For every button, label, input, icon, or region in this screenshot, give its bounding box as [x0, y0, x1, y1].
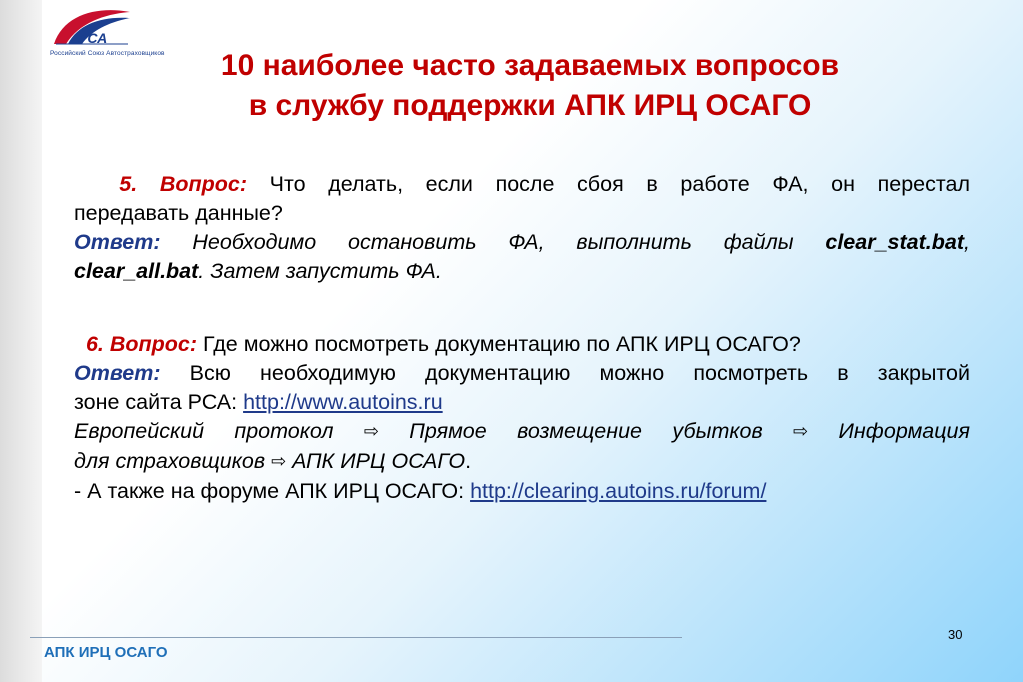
path-part-1: Европейский протокол: [74, 419, 364, 443]
answer-5-line-1: [74, 228, 970, 257]
arrow-right-icon: ⇨: [271, 451, 287, 471]
title-line-1: 10 наиболее часто задаваемых вопросов: [220, 49, 840, 82]
question-5-text-1: Что делать, если после сбоя в работе ФА, он перестал: [247, 172, 970, 196]
path-part-2: Прямое возмещение убытков: [378, 419, 794, 443]
path-line-2: [74, 447, 970, 477]
answer-5-comma: ,: [964, 230, 970, 254]
forum-line: [74, 477, 970, 506]
path-line-1: [74, 417, 970, 447]
answer-6-line-2: [74, 388, 970, 417]
question-6-text: Где можно посмотреть документацию по АПК ИРЦ ОСАГО?: [197, 332, 801, 356]
left-decorative-band: [0, 0, 42, 682]
forum-link[interactable]: http://clearing.autoins.ru/forum/: [470, 479, 767, 503]
logo-wordmark: РСА: [78, 30, 108, 46]
arrow-right-icon: ⇨: [363, 421, 379, 441]
question-5-line-1: [74, 170, 970, 199]
spacer: [74, 286, 970, 330]
path-part-5: АПК ИРЦ ОСАГО: [286, 449, 466, 473]
answer-6-text-2: зоне сайта РСА:: [74, 390, 244, 414]
slide-title: [190, 46, 870, 126]
page-number: 30: [948, 627, 963, 642]
question-6-line: [74, 330, 970, 359]
question-5-label: 5. Вопрос:: [119, 172, 248, 196]
rsa-logo-icon: [50, 8, 132, 50]
answer-6-label: Ответ:: [74, 361, 161, 385]
autoins-site-link[interactable]: http://www.autoins.ru: [243, 390, 443, 414]
arrow-right-icon: ⇨: [793, 421, 809, 441]
question-6-label: 6. Вопрос:: [85, 332, 198, 356]
question-5-line-2: [74, 199, 970, 228]
answer-6-line-1: [74, 359, 970, 388]
path-part-4: для страховщиков: [74, 449, 266, 473]
footer-text: АПК ИРЦ ОСАГО: [44, 644, 168, 661]
answer-5-file-2: clear_all.bat: [74, 259, 199, 283]
question-5-text-2: передавать данные?: [74, 201, 283, 225]
path-part-3: Информация: [808, 419, 970, 443]
rsa-logo: [50, 8, 190, 58]
slide-content: [74, 170, 970, 506]
answer-6-text-1: Всю необходимую документацию можно посмотреть в закрытой: [160, 361, 970, 385]
answer-5-text-1: Необходимо остановить ФА, выполнить файлы: [160, 230, 826, 254]
answer-5-line-2: [74, 257, 970, 286]
logo-caption: Российский Союз Автостраховщиков: [50, 50, 165, 57]
footer-divider: [30, 637, 682, 638]
answer-5-text-2: . Затем запустить ФА.: [198, 259, 442, 283]
answer-5-label: Ответ:: [74, 230, 161, 254]
answer-5-file-1: clear_stat.bat: [825, 230, 965, 254]
forum-prefix: - А также на форуме АПК ИРЦ ОСАГО:: [74, 479, 471, 503]
path-end: .: [465, 449, 472, 473]
title-line-2: в службу поддержки АПК ИРЦ ОСАГО: [248, 89, 812, 122]
